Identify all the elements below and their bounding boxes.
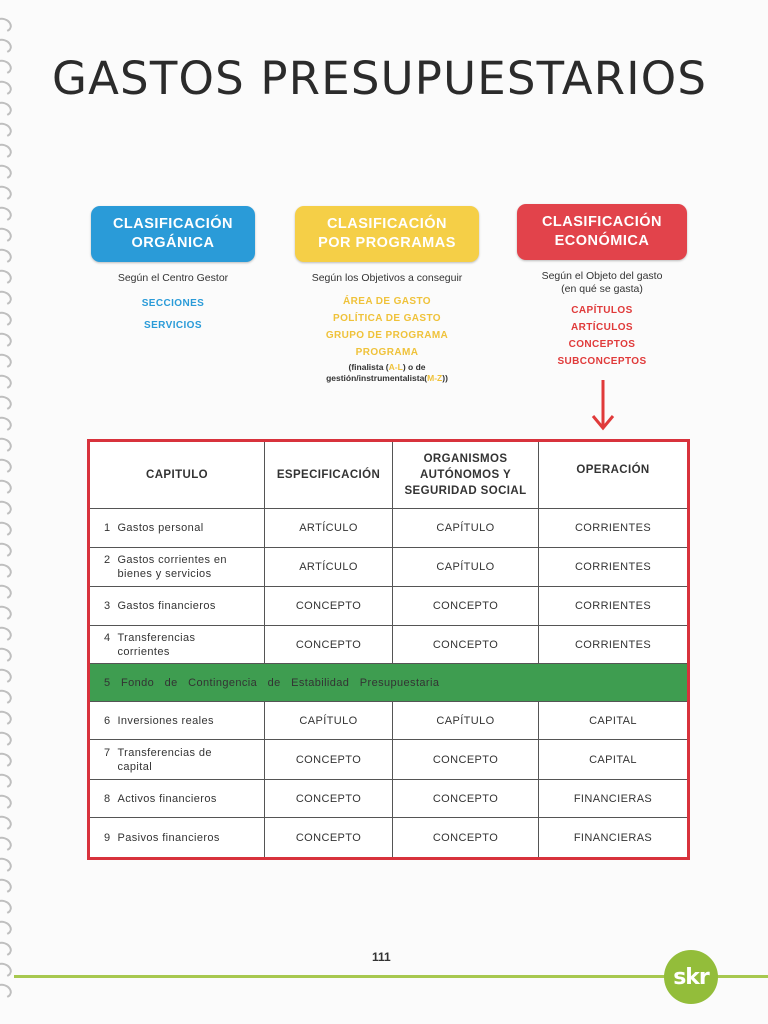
spiral-ring: [0, 645, 14, 664]
classification-economica-box: [517, 204, 687, 260]
spiral-ring: [0, 981, 14, 1000]
spiral-ring: [0, 498, 14, 517]
row-organismos: CAPÍTULO: [393, 509, 539, 548]
spiral-ring: [0, 960, 14, 979]
spiral-ring: [0, 855, 14, 874]
row-especificacion: CONCEPTO: [265, 780, 393, 818]
note-range-instrumentalista: M-Z: [427, 373, 443, 383]
row-organismos: CONCEPTO: [393, 818, 539, 859]
classification-programas: [290, 206, 484, 384]
spiral-ring: [0, 582, 14, 601]
note-text: )): [442, 373, 448, 383]
list-item: SERVICIOS: [144, 320, 202, 331]
note-range-finalista: A-L: [388, 362, 403, 372]
row-capitulo: [89, 702, 265, 740]
row-organismos: CONCEPTO: [393, 740, 539, 780]
spiral-ring: [0, 267, 14, 286]
classification-programas-note: [312, 362, 462, 384]
table-row: [89, 818, 689, 859]
header-operacion: OPERACIÓN: [539, 441, 689, 509]
spiral-ring: [0, 603, 14, 622]
spiral-ring: [0, 78, 14, 97]
table-row: [89, 740, 689, 780]
table-row-fondo: [89, 664, 689, 702]
row-label: Transferencias de capital: [117, 746, 212, 773]
classification-programas-box: [295, 206, 479, 262]
row-operacion: CORRIENTES: [539, 587, 689, 626]
spiral-ring: [0, 246, 14, 265]
row-organismos: CAPÍTULO: [393, 702, 539, 740]
classification-economica-items: [512, 305, 692, 367]
row-organismos: CONCEPTO: [393, 780, 539, 818]
table-row: [89, 702, 689, 740]
list-item: ARTÍCULOS: [571, 322, 633, 333]
row-number: 4: [104, 631, 111, 644]
row-operacion: CAPITAL: [539, 702, 689, 740]
spiral-ring: [0, 876, 14, 895]
classification-organica-label: CLASIFICACIÓN ORGÁNICA: [112, 216, 234, 251]
row-label: Fondo de Contingencia de Estabilidad Presupuestaria: [121, 676, 440, 689]
spiral-ring: [0, 372, 14, 391]
spiral-ring: [0, 897, 14, 916]
header-organismos: ORGANISMOS AUTÓNOMOS Y SEGURIDAD SOCIAL: [393, 441, 539, 509]
row-capitulo: [89, 548, 265, 587]
table-row: [89, 509, 689, 548]
classification-organica-description: Según el Centro Gestor: [117, 272, 229, 284]
row-organismos: CONCEPTO: [393, 587, 539, 626]
budget-table: [87, 439, 690, 860]
row-label: Activos financieros: [117, 792, 217, 805]
spiral-ring: [0, 666, 14, 685]
spiral-ring: [0, 15, 14, 34]
spiral-ring: [0, 519, 14, 538]
spiral-ring: [0, 435, 14, 454]
row-especificacion: CAPÍTULO: [265, 702, 393, 740]
spiral-ring: [0, 204, 14, 223]
table-row: [89, 587, 689, 626]
classification-economica-label: CLASIFICACIÓN ECONÓMICA: [541, 214, 663, 249]
table-row: [89, 626, 689, 664]
row-operacion: CORRIENTES: [539, 626, 689, 664]
spiral-ring: [0, 561, 14, 580]
row-number: 8: [104, 792, 111, 805]
row-number: 9: [104, 831, 111, 844]
table-row: [89, 780, 689, 818]
row-label: Gastos financieros: [117, 600, 216, 612]
spiral-ring: [0, 624, 14, 643]
classification-programas-description: Según los Objetivos a conseguir: [311, 272, 463, 284]
classification-economica-description-line1: Según el Objeto del gasto: [541, 270, 663, 282]
spiral-ring: [0, 57, 14, 76]
row-operacion: FINANCIERAS: [539, 780, 689, 818]
spiral-ring: [0, 393, 14, 412]
spiral-ring: [0, 288, 14, 307]
spiral-ring: [0, 309, 14, 328]
row-capitulo: [89, 780, 265, 818]
classification-programas-label: CLASIFICACIÓN POR PROGRAMAS: [318, 216, 456, 251]
spiral-ring: [0, 414, 14, 433]
list-item: SECCIONES: [141, 298, 205, 309]
row-number: 1: [104, 522, 111, 534]
spiral-ring: [0, 918, 14, 937]
list-item: POLÍTICA DE GASTO: [333, 313, 441, 324]
page-title: GASTOS PRESUPUESTARIOS: [52, 52, 708, 105]
row-especificacion: CONCEPTO: [265, 740, 393, 780]
row-capitulo: [89, 664, 689, 702]
footer-divider: [14, 975, 694, 978]
classification-organica-box: [91, 206, 255, 262]
spiral-ring: [0, 162, 14, 181]
spiral-ring: [0, 120, 14, 139]
spiral-ring: [0, 540, 14, 559]
list-item: PROGRAMA: [355, 347, 419, 358]
row-label: Inversiones reales: [117, 714, 214, 727]
spiral-ring: [0, 813, 14, 832]
page-number: 111: [372, 950, 391, 964]
row-number: 7: [104, 746, 111, 759]
row-organismos: CAPÍTULO: [393, 548, 539, 587]
row-label: Gastos corrientes en bienes y servicios: [117, 554, 227, 580]
row-capitulo: [89, 587, 265, 626]
spiral-binding: [0, 18, 18, 1008]
row-operacion: CORRIENTES: [539, 548, 689, 587]
row-number: 5: [104, 676, 111, 689]
list-item: CAPÍTULOS: [571, 305, 633, 316]
spiral-ring: [0, 792, 14, 811]
spiral-ring: [0, 99, 14, 118]
header-capitulo: CAPITULO: [89, 441, 265, 509]
spiral-ring: [0, 351, 14, 370]
note-text: ) o de gestión/instrumentalista(: [326, 362, 428, 383]
row-operacion: FINANCIERAS: [539, 818, 689, 859]
row-capitulo: [89, 740, 265, 780]
spiral-ring: [0, 687, 14, 706]
spiral-ring: [0, 729, 14, 748]
row-especificacion: ARTÍCULO: [265, 509, 393, 548]
spiral-ring: [0, 225, 14, 244]
table-row: [89, 548, 689, 587]
arrow-down-icon: [591, 380, 615, 432]
spiral-ring: [0, 750, 14, 769]
spiral-ring: [0, 183, 14, 202]
row-number: 6: [104, 714, 111, 727]
row-number: 3: [104, 600, 111, 612]
row-label: Gastos personal: [117, 522, 204, 534]
classification-programas-items: [290, 296, 484, 358]
row-especificacion: ARTÍCULO: [265, 548, 393, 587]
spiral-ring: [0, 36, 14, 55]
row-label: Transferencias corrientes: [117, 631, 196, 658]
spiral-ring: [0, 771, 14, 790]
classification-economica: [512, 204, 692, 372]
spiral-ring: [0, 477, 14, 496]
spiral-ring: [0, 834, 14, 853]
classification-economica-description-line2: (en qué se gasta): [561, 283, 643, 295]
row-capitulo: [89, 509, 265, 548]
row-capitulo: [89, 818, 265, 859]
classification-organica-items: [88, 298, 258, 331]
list-item: CONCEPTOS: [568, 339, 636, 350]
list-item: ÁREA DE GASTO: [343, 296, 431, 307]
table-header-row: [89, 441, 689, 509]
spiral-ring: [0, 939, 14, 958]
header-especificacion: ESPECIFICACIÓN: [265, 441, 393, 509]
spiral-ring: [0, 330, 14, 349]
row-label: Pasivos financieros: [117, 831, 220, 844]
spiral-ring: [0, 708, 14, 727]
note-text: (finalista (: [348, 362, 389, 372]
row-operacion: CORRIENTES: [539, 509, 689, 548]
row-operacion: CAPITAL: [539, 740, 689, 780]
row-especificacion: CONCEPTO: [265, 626, 393, 664]
list-item: GRUPO DE PROGRAMA: [325, 330, 449, 341]
row-capitulo: [89, 626, 265, 664]
row-especificacion: CONCEPTO: [265, 587, 393, 626]
spiral-ring: [0, 456, 14, 475]
spiral-ring: [0, 141, 14, 160]
classification-economica-description: [512, 270, 692, 296]
row-number: 2: [104, 554, 111, 566]
row-organismos: CONCEPTO: [393, 626, 539, 664]
classification-organica: [88, 206, 258, 336]
skr-logo: skr: [664, 950, 718, 1004]
row-especificacion: CONCEPTO: [265, 818, 393, 859]
list-item: SUBCONCEPTOS: [557, 356, 647, 367]
